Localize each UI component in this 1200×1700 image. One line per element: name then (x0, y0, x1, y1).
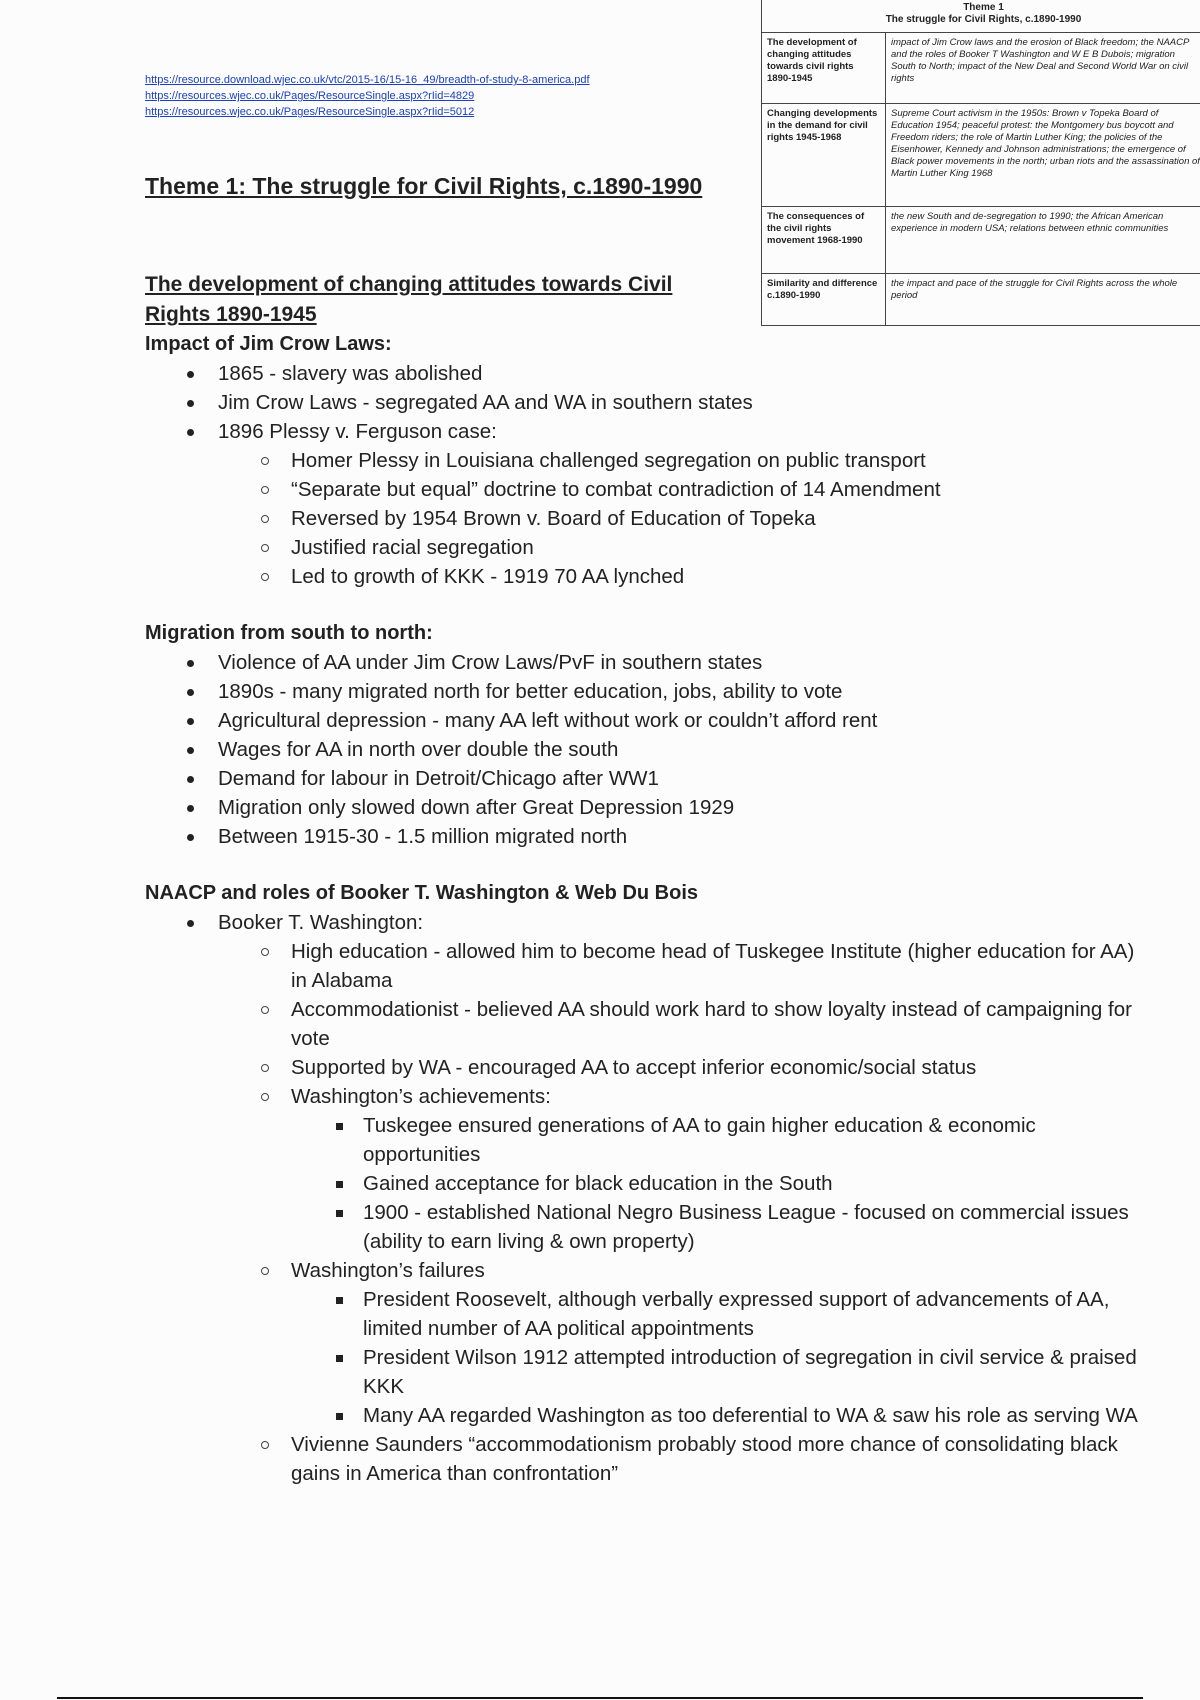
failures-list (291, 1285, 1145, 1430)
section-title: The development of changing attitudes towards Civil Rights 1890-1945 (145, 273, 673, 326)
theme-table-topic: The development of changing attitudes towards civil rights 1890-1945 (762, 33, 886, 104)
heading-migration: Migration from south to north: (145, 622, 433, 644)
theme-table-content: impact of Jim Crow laws and the erosion of Black freedom; the NAACP and the roles of Booker T Washington and W E B Dubois; migration South to North; impact of the New Deal and Second World War on civil rights (886, 33, 1200, 104)
sub-list-item: Accommodationist - believed AA should work hard to show loyalty instead of campaigning for vote (218, 995, 1145, 1053)
theme-table-content: the new South and de-segregation to 1990; the African American experience in modern USA; relations between ethnic communities (886, 207, 1200, 274)
jim-crow-list (145, 359, 1145, 591)
theme-table-topic: Changing developments in the demand for civil rights 1945-1968 (762, 104, 886, 207)
naacp-list (145, 908, 1145, 1488)
theme-table-title-line1: Theme 1 (963, 2, 1004, 13)
theme-table-content: the impact and pace of the struggle for Civil Rights across the whole period (886, 274, 1200, 326)
link-wjec-resource-4829[interactable]: https://resources.wjec.co.uk/Pages/ResourceSingle.aspx?rIid=4829 (145, 90, 475, 102)
list-item: Between 1915-30 - 1.5 million migrated north (145, 822, 1145, 851)
sub-list-item: Homer Plessy in Louisiana challenged segregation on public transport (218, 446, 1145, 475)
list-item: Violence of AA under Jim Crow Laws/PvF in southern states (145, 648, 1145, 677)
plessy-sublist (218, 446, 1145, 591)
achievements-list (291, 1111, 1145, 1256)
washington-sublist (218, 937, 1145, 1488)
heading-naacp: NAACP and roles of Booker T. Washington & Web Du Bois (145, 882, 698, 904)
sub-sub-list-item: Gained acceptance for black education in the South (291, 1169, 1145, 1198)
sub-list-item: Supported by WA - encouraged AA to accept inferior economic/social status (218, 1053, 1145, 1082)
sub-sub-list-item: President Roosevelt, although verbally expressed support of advancements of AA, limited number of AA political appointments (291, 1285, 1145, 1343)
sub-sub-list-item: President Wilson 1912 attempted introduction of segregation in civil service & praised KKK (291, 1343, 1145, 1401)
sub-sub-list-item: 1900 - established National Negro Business League - focused on commercial issues (ability to earn living & own property) (291, 1198, 1145, 1256)
document-body (145, 170, 1145, 1488)
link-wjec-resource-5012[interactable]: https://resources.wjec.co.uk/Pages/ResourceSingle.aspx?rIid=5012 (145, 106, 475, 118)
list-item: Migration only slowed down after Great Depression 1929 (145, 793, 1145, 822)
sub-list-item: “Separate but equal” doctrine to combat contradiction of 14 Amendment (218, 475, 1145, 504)
list-item-label: Booker T. Washington: (218, 911, 424, 934)
sub-list-item: Vivienne Saunders “accommodationism probably stood more chance of consolidating black gains in America than confrontation” (218, 1430, 1145, 1488)
sub-list-item-label: Washington’s failures (291, 1259, 485, 1282)
link-wjec-pdf[interactable]: https://resource.download.wjec.co.uk/vtc/2015-16/15-16_49/breadth-of-study-8-america.pdf (145, 74, 590, 86)
list-item (145, 908, 1145, 1488)
reference-links (145, 72, 590, 120)
theme-table-title (762, 0, 1200, 33)
list-item: 1865 - slavery was abolished (145, 359, 1145, 388)
theme-table-topic: The consequences of the civil rights movement 1968-1990 (762, 207, 886, 274)
theme-table-topic: Similarity and difference c.1890-1990 (762, 274, 886, 326)
sub-list-item: Reversed by 1954 Brown v. Board of Education of Topeka (218, 504, 1145, 533)
page-bottom-rule (57, 1697, 1143, 1699)
list-item: Demand for labour in Detroit/Chicago after WW1 (145, 764, 1145, 793)
sub-list-item: Justified racial segregation (218, 533, 1145, 562)
theme-table-row (762, 33, 1200, 104)
theme-table-title-line2: The struggle for Civil Rights, c.1890-1990 (885, 14, 1082, 25)
sub-sub-list-item: Many AA regarded Washington as too deferential to WA & saw his role as serving WA (291, 1401, 1145, 1430)
heading-jim-crow: Impact of Jim Crow Laws: (145, 333, 392, 355)
migration-list (145, 648, 1145, 851)
sub-list-item (218, 1082, 1145, 1256)
theme-table-content: Supreme Court activism in the 1950s: Brown v Topeka Board of Education 1954; peaceful protest: the Montgomery bus boycott and Freedom riders; the role of Martin Luther King; the policies of the Eisenhower, Kennedy and Johnson administrations; the emergence of Black power movements in the north; urban riots and the assassination of Martin Luther King 1968 (886, 104, 1200, 207)
list-item (145, 417, 1145, 591)
list-item-label: 1896 Plessy v. Ferguson case: (218, 420, 497, 443)
list-item: Wages for AA in north over double the south (145, 735, 1145, 764)
sub-list-item-label: Washington’s achievements: (291, 1085, 551, 1108)
sub-list-item (218, 1256, 1145, 1430)
list-item: Jim Crow Laws - segregated AA and WA in southern states (145, 388, 1145, 417)
list-item: Agricultural depression - many AA left without work or couldn’t afford rent (145, 706, 1145, 735)
sub-list-item: Led to growth of KKK - 1919 70 AA lynched (218, 562, 1145, 591)
sub-list-item: High education - allowed him to become head of Tuskegee Institute (higher education for AA) in Alabama (218, 937, 1145, 995)
sub-sub-list-item: Tuskegee ensured generations of AA to gain higher education & economic opportunities (291, 1111, 1145, 1169)
document-title: Theme 1: The struggle for Civil Rights, c.1890-1990 (145, 173, 703, 199)
list-item: 1890s - many migrated north for better education, jobs, ability to vote (145, 677, 1145, 706)
